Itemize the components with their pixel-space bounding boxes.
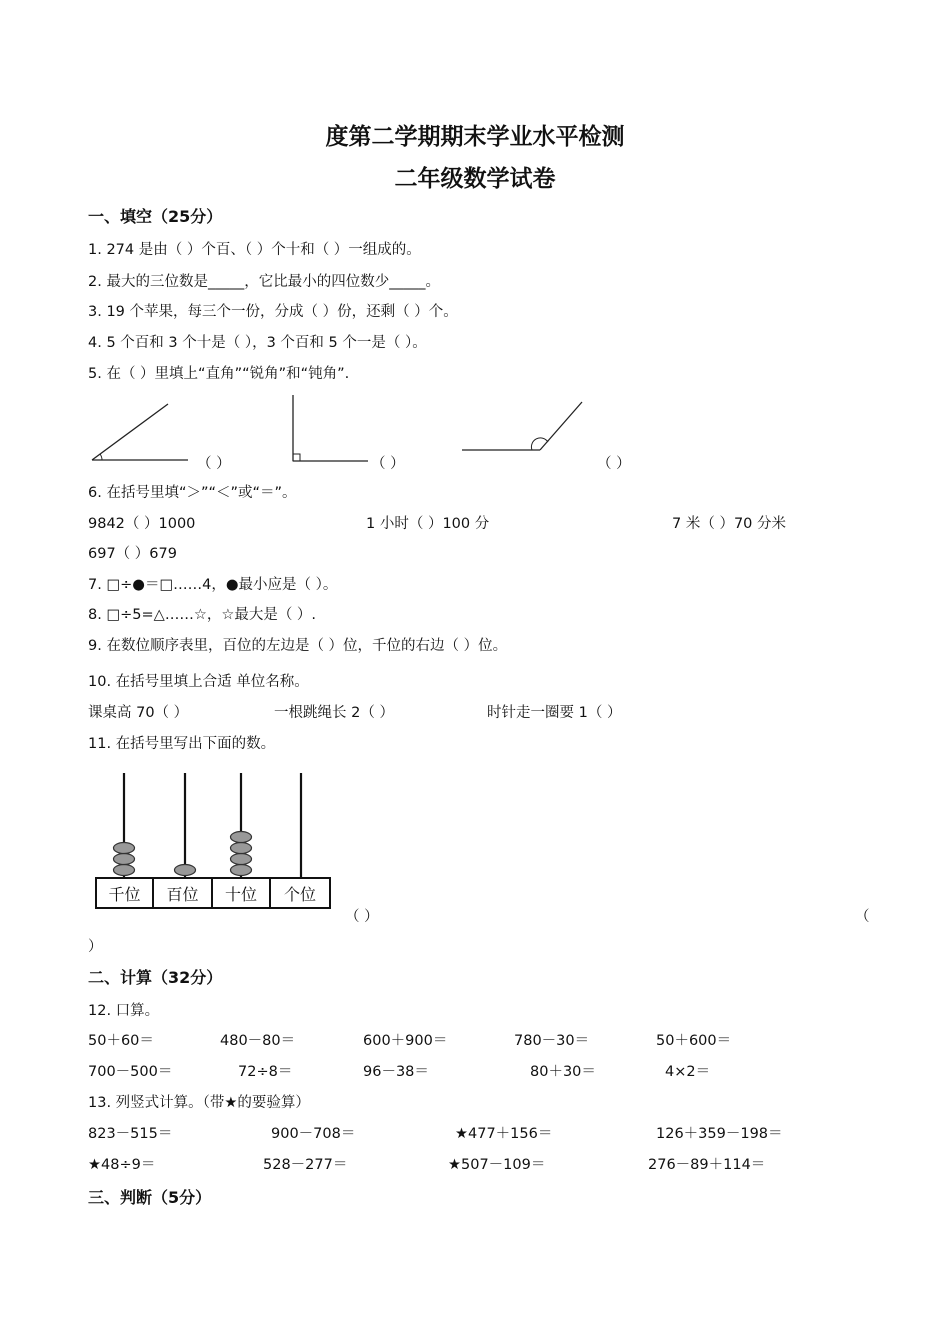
question-2: 2. 最大的三位数是_____，它比最小的四位数少_____。: [88, 274, 440, 290]
abacus-bead: [114, 843, 135, 854]
mental-math-item: 700－500＝: [88, 1064, 173, 1080]
compare-item-1: 9842（ ）1000: [88, 516, 196, 532]
page-title: 度第二学期期末学业水平检测: [325, 123, 625, 150]
section-heading-fill-blanks: 一、填空（25分）: [88, 207, 223, 226]
question-4: 4. 5 个百和 3 个十是（ ），3 个百和 5 个一是（ ）。: [88, 335, 427, 351]
abacus-bead: [231, 832, 252, 843]
abacus-answer-blank: （ ）: [345, 909, 379, 925]
blocks-answer-close: ）: [88, 939, 103, 955]
mental-math-item: 80＋30＝: [530, 1064, 596, 1080]
vertical-calc-item: 276－89＋114＝: [648, 1157, 766, 1173]
angle-blank-2: （ ）: [371, 456, 405, 472]
mental-math-item: 50＋600＝: [656, 1033, 732, 1049]
vertical-calc-item: ★48÷9＝: [88, 1157, 156, 1173]
vertical-calc-item: ★477＋156＝: [455, 1126, 553, 1142]
blocks-answer-open: （: [855, 909, 870, 925]
vertical-calc-item: 126＋359－198＝: [656, 1126, 783, 1142]
mental-math-item: 780－30＝: [514, 1033, 590, 1049]
vertical-calc-item: 823－515＝: [88, 1126, 173, 1142]
acute-angle-figure: [90, 398, 190, 468]
compare-item-4: 697（ ）679: [88, 546, 177, 562]
unit-item-3: 时针走一圈要 1（ ）: [487, 705, 622, 721]
question-3: 3. 19 个苹果，每三个一份，分成（ ）份，还剩（ ）个。: [88, 304, 458, 320]
abacus-bead: [114, 865, 135, 876]
abacus-label-ones: 个位: [269, 877, 331, 909]
question-10: 10. 在括号里填上合适 单位名称。: [88, 674, 309, 690]
question-5: 5. 在（ ）里填上“直角”“锐角”和“钝角”.: [88, 366, 350, 382]
question-12: 12. 口算。: [88, 1003, 160, 1019]
question-7: 7. □÷●＝□……4，●最小应是（ ）。: [88, 577, 338, 593]
mental-math-item: 4×2＝: [665, 1064, 711, 1080]
mental-math-item: 50＋60＝: [88, 1033, 154, 1049]
mental-math-item: 600＋900＝: [363, 1033, 448, 1049]
abacus-bead: [231, 854, 252, 865]
right-angle-figure: [290, 393, 370, 465]
abacus-label-hundreds: 百位: [152, 877, 213, 909]
question-8: 8. □÷5=△……☆，☆最大是（ ）.: [88, 607, 317, 623]
question-6: 6. 在括号里填“＞”“＜”或“＝”。: [88, 485, 297, 501]
angle-blank-3: （ ）: [597, 456, 631, 472]
abacus-label-tens: 十位: [211, 877, 271, 909]
page-subtitle: 二年级数学试卷: [394, 165, 556, 192]
question-1: 1. 274 是由（ ）个百、（ ）个十和（ ）一组成的。: [88, 242, 421, 258]
vertical-calc-item: ★507－109＝: [448, 1157, 546, 1173]
compare-item-3: 7 米（ ）70 分米: [672, 516, 787, 532]
abacus-bead: [231, 843, 252, 854]
obtuse-angle-figure: [460, 400, 590, 460]
section-heading-calculation: 二、计算（32分）: [88, 968, 223, 987]
mental-math-item: 480－80＝: [220, 1033, 296, 1049]
abacus-bead: [231, 865, 252, 876]
abacus-label-thousands: 千位: [95, 877, 154, 909]
question-11: 11. 在括号里写出下面的数。: [88, 736, 276, 752]
unit-item-2: 一根跳绳长 2（ ）: [274, 705, 394, 721]
compare-item-2: 1 小时（ ）100 分: [366, 516, 490, 532]
mental-math-item: 72÷8＝: [238, 1064, 293, 1080]
base-ten-blocks-figure: [523, 788, 853, 918]
unit-item-1: 课桌高 70（ ）: [88, 705, 189, 721]
angle-blank-1: （ ）: [197, 456, 231, 472]
vertical-calc-item: 900－708＝: [271, 1126, 356, 1142]
question-13: 13. 列竖式计算。（带★的要验算）: [88, 1095, 310, 1111]
mental-math-item: 96－38＝: [363, 1064, 429, 1080]
vertical-calc-item: 528－277＝: [263, 1157, 348, 1173]
question-9: 9. 在数位顺序表里，百位的左边是（ ）位，千位的右边（ ）位。: [88, 638, 508, 654]
section-heading-judgement: 三、判断（5分）: [88, 1188, 212, 1207]
abacus-bead: [175, 865, 196, 876]
abacus-bead: [114, 854, 135, 865]
